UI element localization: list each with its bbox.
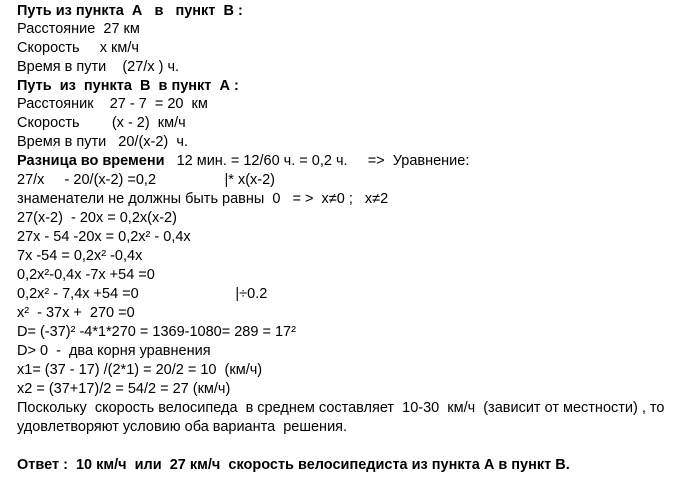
heading-text: Путь из пункта В в пункт А : xyxy=(17,78,239,94)
line-discriminant xyxy=(17,324,296,341)
line-step-1 xyxy=(17,210,177,227)
line-step-4 xyxy=(17,267,155,284)
text: Расстояние 27 км xyxy=(17,21,140,37)
line-root-2 xyxy=(17,381,230,398)
line-time-1 xyxy=(17,59,179,76)
line-step-5 xyxy=(17,286,267,303)
text: 27х - 54 -20х = 0,2х² - 0,4х xyxy=(17,229,191,245)
line-quadratic xyxy=(17,305,135,322)
text: Время в пути (27/х ) ч. xyxy=(17,59,180,75)
line-denominator-note xyxy=(17,191,388,208)
line-heading-a-to-b xyxy=(17,3,243,20)
label-bold: Разница во времени xyxy=(17,153,165,169)
heading-text: Путь из пункта А в пункт В : xyxy=(17,3,243,19)
text: х² - 37х + 270 =0 xyxy=(17,305,135,321)
line-distance-2 xyxy=(17,96,208,113)
answer-text: Ответ : 10 км/ч или 27 км/ч скорость велосипедиста из пункта А в пункт В. xyxy=(17,457,570,473)
text: 7х -54 = 0,2х² -0,4х xyxy=(17,248,143,264)
text: 27/х - 20/(х-2) =0,2 |* х(х-2) xyxy=(17,172,275,188)
text: удовлетворяют условию оба варианта решения. xyxy=(17,419,348,435)
text: Время в пути 20/(х-2) ч. xyxy=(17,134,188,150)
text: D> 0 - два корня уравнения xyxy=(17,343,211,359)
text: Скорость х км/ч xyxy=(17,40,139,56)
text: х2 = (37+17)/2 = 54/2 = 27 (км/ч) xyxy=(17,381,231,397)
text: х1= (37 - 17) /(2*1) = 20/2 = 10 (км/ч) xyxy=(17,362,263,378)
text: знаменатели не должны быть равны 0 = > х≠0 ; х≠2 xyxy=(17,191,389,207)
line-equation xyxy=(17,172,275,189)
line-step-3 xyxy=(17,248,142,265)
text: Расстояник 27 - 7 = 20 км xyxy=(17,96,208,112)
line-conclusion-2 xyxy=(17,419,347,436)
line-heading-b-to-a xyxy=(17,78,239,95)
line-distance-1 xyxy=(17,21,140,38)
line-time-2 xyxy=(17,134,188,151)
text: 0,2х²-0,4х -7х +54 =0 xyxy=(17,267,155,283)
text: Поскольку скорость велосипеда в среднем составляет 10-30 км/ч (зависит от местности) , то xyxy=(17,400,665,416)
text: Скорость (х - 2) км/ч xyxy=(17,115,186,131)
line-conclusion-1 xyxy=(17,400,664,417)
text: 27(х-2) - 20х = 0,2х(х-2) xyxy=(17,210,177,226)
line-speed-2 xyxy=(17,115,186,132)
line-time-difference xyxy=(17,153,469,170)
line-speed-1 xyxy=(17,40,139,57)
line-step-2 xyxy=(17,229,191,246)
text: 12 мин. = 12/60 ч. = 0,2 ч. => Уравнение: xyxy=(164,153,470,169)
line-two-roots xyxy=(17,343,211,360)
text: D= (-37)² -4*1*270 = 1369-1080= 289 = 17² xyxy=(17,324,296,340)
line-root-1 xyxy=(17,362,262,379)
text: 0,2х² - 7,4х +54 =0 |÷0.2 xyxy=(17,286,268,302)
line-answer xyxy=(17,457,570,474)
